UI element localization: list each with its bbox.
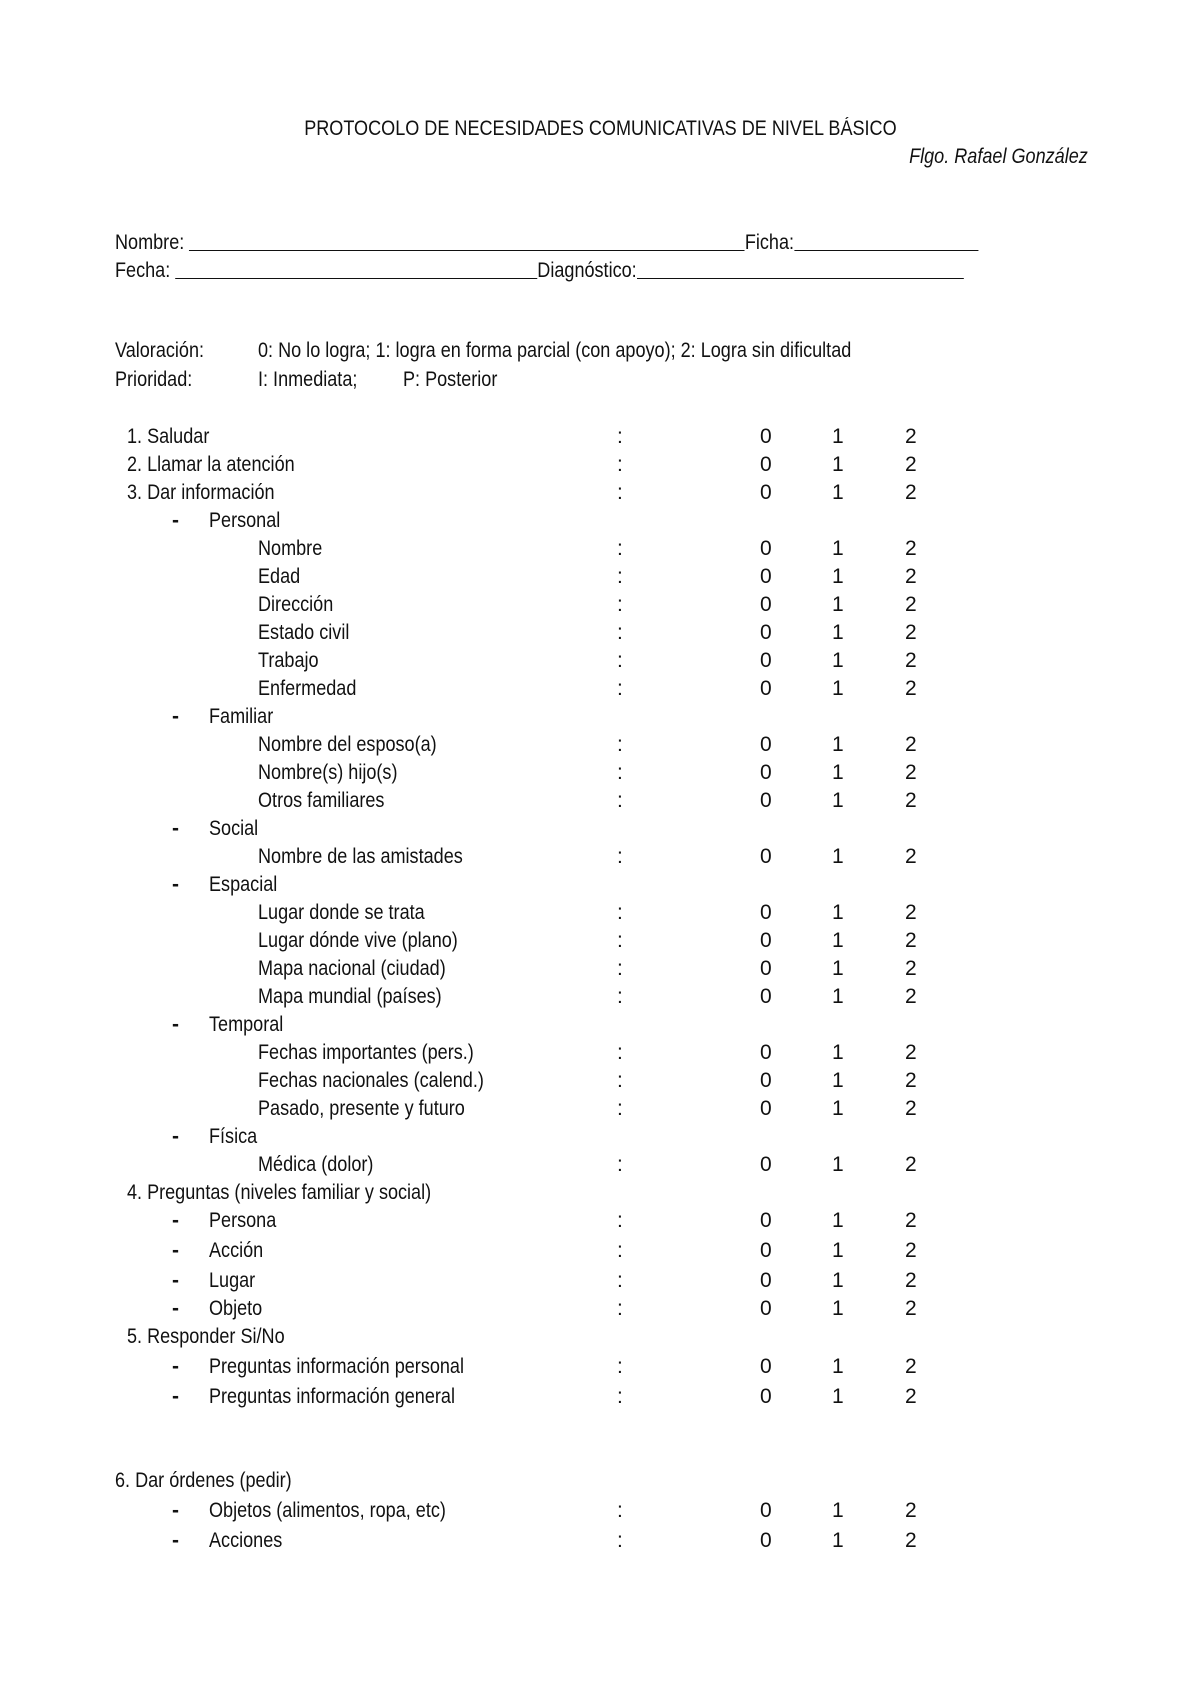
bullet-dash: -: [172, 705, 179, 728]
item-label: Edad: [258, 565, 301, 588]
item-label: Acciones: [209, 1529, 283, 1552]
nombre-field[interactable]: [189, 228, 745, 251]
score-option-0[interactable]: 0: [760, 425, 772, 448]
score-option-1[interactable]: 1: [832, 1269, 844, 1292]
scored-item-row: [0, 1499, 1200, 1527]
item-label: Personal: [209, 509, 281, 532]
scored-item-row: [0, 537, 1200, 565]
score-option-2[interactable]: 2: [905, 1297, 917, 1320]
item-label: Preguntas información general: [209, 1385, 455, 1408]
score-option-1[interactable]: 1: [832, 1385, 844, 1408]
score-option-0[interactable]: 0: [760, 537, 772, 560]
ficha-field[interactable]: [794, 228, 978, 251]
section-heading-row: [0, 1469, 1200, 1497]
score-option-0[interactable]: 0: [760, 1041, 772, 1064]
score-option-0[interactable]: 0: [760, 1499, 772, 1522]
ficha-label: Ficha:: [744, 231, 795, 254]
score-option-0[interactable]: 0: [760, 929, 772, 952]
scored-item-row: [0, 1097, 1200, 1125]
fecha-diagnostico-line: [115, 256, 1102, 284]
score-option-1[interactable]: 1: [832, 537, 844, 560]
score-option-0[interactable]: 0: [760, 957, 772, 980]
item-label: Lugar dónde vive (plano): [258, 929, 458, 952]
colon-separator: :: [617, 565, 623, 588]
scored-item-row: [0, 1385, 1200, 1413]
score-option-2[interactable]: 2: [905, 845, 917, 868]
score-option-1[interactable]: 1: [832, 1097, 844, 1120]
score-option-1[interactable]: 1: [832, 649, 844, 672]
scored-item-row: [0, 733, 1200, 761]
bullet-dash: -: [172, 1499, 179, 1522]
scored-item-row: [0, 481, 1200, 509]
scored-item-row: [0, 649, 1200, 677]
item-label: Mapa nacional (ciudad): [258, 957, 446, 980]
item-label: Lugar donde se trata: [258, 901, 425, 924]
item-label: Objetos (alimentos, ropa, etc): [209, 1499, 446, 1522]
colon-separator: :: [617, 1041, 623, 1064]
score-option-1[interactable]: 1: [832, 929, 844, 952]
score-option-0[interactable]: 0: [760, 1209, 772, 1232]
colon-separator: :: [617, 1069, 623, 1092]
score-option-1[interactable]: 1: [832, 901, 844, 924]
item-label: Objeto: [209, 1297, 263, 1320]
bullet-dash: -: [172, 1239, 179, 1262]
item-label: 3. Dar información: [127, 481, 275, 504]
item-label: 2. Llamar la atención: [127, 453, 295, 476]
bullet-dash: -: [172, 1297, 179, 1320]
item-label: Estado civil: [258, 621, 350, 644]
item-label: 6. Dar órdenes (pedir): [115, 1469, 292, 1492]
colon-separator: :: [617, 1297, 623, 1320]
scored-item-row: [0, 1529, 1200, 1557]
scored-item-row: [0, 425, 1200, 453]
score-option-1[interactable]: 1: [832, 1041, 844, 1064]
item-label: Física: [209, 1125, 258, 1148]
score-option-2[interactable]: 2: [905, 789, 917, 812]
item-label: Familiar: [209, 705, 274, 728]
score-option-1[interactable]: 1: [832, 1355, 844, 1378]
score-option-0[interactable]: 0: [760, 1529, 772, 1552]
bullet-dash: -: [172, 1209, 179, 1232]
document-author: Flgo. Rafael González: [909, 145, 1088, 168]
scored-item-row: [0, 1153, 1200, 1181]
fecha-field[interactable]: [175, 256, 537, 279]
score-option-2[interactable]: 2: [905, 1269, 917, 1292]
score-option-2[interactable]: 2: [905, 677, 917, 700]
scored-item-row: [0, 1269, 1200, 1297]
score-option-2[interactable]: 2: [905, 1355, 917, 1378]
scored-item-row: [0, 845, 1200, 873]
score-option-1[interactable]: 1: [832, 621, 844, 644]
scored-item-row: [0, 453, 1200, 481]
item-label: Médica (dolor): [258, 1153, 374, 1176]
item-label: Mapa mundial (países): [258, 985, 442, 1008]
scored-item-row: [0, 929, 1200, 957]
score-option-2[interactable]: 2: [905, 1239, 917, 1262]
score-option-2[interactable]: 2: [905, 1529, 917, 1552]
score-option-0[interactable]: 0: [760, 453, 772, 476]
item-label: Nombre de las amistades: [258, 845, 463, 868]
colon-separator: :: [617, 1355, 623, 1378]
item-label: Enfermedad: [258, 677, 357, 700]
score-option-0[interactable]: 0: [760, 565, 772, 588]
score-option-2[interactable]: 2: [905, 649, 917, 672]
fecha-label: Fecha:: [115, 259, 171, 282]
scored-item-row: [0, 621, 1200, 649]
item-label: Espacial: [209, 873, 278, 896]
score-option-2[interactable]: 2: [905, 537, 917, 560]
prioridad-inmediata: I: Inmediata;: [258, 368, 358, 391]
colon-separator: :: [617, 537, 623, 560]
score-option-2[interactable]: 2: [905, 565, 917, 588]
colon-separator: :: [617, 453, 623, 476]
diagnostico-field[interactable]: [637, 256, 964, 279]
nombre-label: Nombre:: [115, 231, 185, 254]
item-label: Acción: [209, 1239, 264, 1262]
bullet-dash: -: [172, 509, 179, 532]
colon-separator: :: [617, 1269, 623, 1292]
score-option-2[interactable]: 2: [905, 957, 917, 980]
score-option-0[interactable]: 0: [760, 789, 772, 812]
colon-separator: :: [617, 677, 623, 700]
scored-item-row: [0, 789, 1200, 817]
score-option-0[interactable]: 0: [760, 649, 772, 672]
item-label: Dirección: [258, 593, 334, 616]
colon-separator: :: [617, 761, 623, 784]
scored-item-row: [0, 901, 1200, 929]
score-option-1[interactable]: 1: [832, 677, 844, 700]
colon-separator: :: [617, 481, 623, 504]
score-option-1[interactable]: 1: [832, 593, 844, 616]
scored-item-row: [0, 565, 1200, 593]
scored-item-row: [0, 1239, 1200, 1267]
item-label: Nombre(s) hijo(s): [258, 761, 398, 784]
score-option-1[interactable]: 1: [832, 565, 844, 588]
scored-item-row: [0, 957, 1200, 985]
section-heading-row: [0, 1125, 1200, 1153]
score-option-1[interactable]: 1: [832, 1069, 844, 1092]
score-option-2[interactable]: 2: [905, 453, 917, 476]
scored-item-row: [0, 985, 1200, 1013]
score-option-2[interactable]: 2: [905, 621, 917, 644]
score-option-0[interactable]: 0: [760, 985, 772, 1008]
section-heading-row: [0, 873, 1200, 901]
score-option-1[interactable]: 1: [832, 425, 844, 448]
bullet-dash: -: [172, 817, 179, 840]
score-option-1[interactable]: 1: [832, 1239, 844, 1262]
colon-separator: :: [617, 985, 623, 1008]
bullet-dash: -: [172, 1269, 179, 1292]
colon-separator: :: [617, 425, 623, 448]
scored-item-row: [0, 593, 1200, 621]
score-option-1[interactable]: 1: [832, 1209, 844, 1232]
bullet-dash: -: [172, 873, 179, 896]
colon-separator: :: [617, 1239, 623, 1262]
score-option-1[interactable]: 1: [832, 985, 844, 1008]
score-option-2[interactable]: 2: [905, 1153, 917, 1176]
bullet-dash: -: [172, 1355, 179, 1378]
item-label: 1. Saludar: [127, 425, 210, 448]
item-label: Trabajo: [258, 649, 319, 672]
item-label: Preguntas información personal: [209, 1355, 465, 1378]
bullet-dash: -: [172, 1125, 179, 1148]
item-label: Persona: [209, 1209, 277, 1232]
valoracion-text: 0: No lo logra; 1: logra en forma parcial (con apoyo); 2: Logra sin dificultad: [258, 339, 852, 362]
score-option-2[interactable]: 2: [905, 733, 917, 756]
score-option-2[interactable]: 2: [905, 425, 917, 448]
section-heading-row: [0, 1325, 1200, 1353]
colon-separator: :: [617, 901, 623, 924]
item-label: 4. Preguntas (niveles familiar y social): [127, 1181, 432, 1204]
valoracion-label: Valoración:: [115, 339, 205, 362]
document-title: PROTOCOLO DE NECESIDADES COMUNICATIVAS DE NIVEL BÁSICO: [303, 117, 897, 140]
score-option-0[interactable]: 0: [760, 1153, 772, 1176]
prioridad-label: Prioridad:: [115, 368, 193, 391]
item-label: Nombre del esposo(a): [258, 733, 437, 756]
colon-separator: :: [617, 621, 623, 644]
section-heading-row: [0, 1181, 1200, 1209]
score-option-2[interactable]: 2: [905, 1385, 917, 1408]
score-option-2[interactable]: 2: [905, 1041, 917, 1064]
score-option-1[interactable]: 1: [832, 845, 844, 868]
score-option-1[interactable]: 1: [832, 1153, 844, 1176]
colon-separator: :: [617, 1499, 623, 1522]
scored-item-row: [0, 1069, 1200, 1097]
colon-separator: :: [617, 1209, 623, 1232]
colon-separator: :: [617, 845, 623, 868]
colon-separator: :: [617, 1385, 623, 1408]
score-option-2[interactable]: 2: [905, 985, 917, 1008]
score-option-2[interactable]: 2: [905, 1097, 917, 1120]
item-label: Otros familiares: [258, 789, 385, 812]
score-option-0[interactable]: 0: [760, 845, 772, 868]
bullet-dash: -: [172, 1529, 179, 1552]
scored-item-row: [0, 1297, 1200, 1325]
bullet-dash: -: [172, 1385, 179, 1408]
item-label: Lugar: [209, 1269, 256, 1292]
score-option-0[interactable]: 0: [760, 593, 772, 616]
score-option-1[interactable]: 1: [832, 1529, 844, 1552]
scored-item-row: [0, 1355, 1200, 1383]
score-option-2[interactable]: 2: [905, 929, 917, 952]
score-option-2[interactable]: 2: [905, 1499, 917, 1522]
item-label: Fechas importantes (pers.): [258, 1041, 474, 1064]
score-option-0[interactable]: 0: [760, 1239, 772, 1262]
item-label: Nombre: [258, 537, 323, 560]
colon-separator: :: [617, 1153, 623, 1176]
scored-item-row: [0, 1041, 1200, 1069]
colon-separator: :: [617, 649, 623, 672]
score-option-2[interactable]: 2: [905, 901, 917, 924]
section-heading-row: [0, 1013, 1200, 1041]
score-option-0[interactable]: 0: [760, 1297, 772, 1320]
score-option-0[interactable]: 0: [760, 1269, 772, 1292]
score-option-0[interactable]: 0: [760, 677, 772, 700]
score-option-1[interactable]: 1: [832, 1297, 844, 1320]
item-label: Social: [209, 817, 259, 840]
score-option-1[interactable]: 1: [832, 957, 844, 980]
colon-separator: :: [617, 733, 623, 756]
score-option-1[interactable]: 1: [832, 761, 844, 784]
score-option-0[interactable]: 0: [760, 901, 772, 924]
score-option-1[interactable]: 1: [832, 733, 844, 756]
item-label: Temporal: [209, 1013, 284, 1036]
score-option-0[interactable]: 0: [760, 761, 772, 784]
item-label: 5. Responder Si/No: [127, 1325, 285, 1348]
item-label: Pasado, presente y futuro: [258, 1097, 465, 1120]
score-option-1[interactable]: 1: [832, 481, 844, 504]
scored-item-row: [0, 761, 1200, 789]
score-option-0[interactable]: 0: [760, 1097, 772, 1120]
score-option-0[interactable]: 0: [760, 481, 772, 504]
section-heading-row: [0, 817, 1200, 845]
bullet-dash: -: [172, 1013, 179, 1036]
colon-separator: :: [617, 929, 623, 952]
score-option-2[interactable]: 2: [905, 481, 917, 504]
colon-separator: :: [617, 593, 623, 616]
score-option-1[interactable]: 1: [832, 789, 844, 812]
score-option-0[interactable]: 0: [760, 1385, 772, 1408]
score-option-2[interactable]: 2: [905, 761, 917, 784]
score-option-1[interactable]: 1: [832, 1499, 844, 1522]
section-heading-row: [0, 705, 1200, 733]
scored-item-row: [0, 677, 1200, 705]
colon-separator: :: [617, 1097, 623, 1120]
colon-separator: :: [617, 789, 623, 812]
score-option-0[interactable]: 0: [760, 1355, 772, 1378]
colon-separator: :: [617, 1529, 623, 1552]
score-option-2[interactable]: 2: [905, 593, 917, 616]
prioridad-posterior: P: Posterior: [403, 368, 498, 391]
nombre-ficha-line: [115, 228, 1119, 256]
section-heading-row: [0, 509, 1200, 537]
score-option-2[interactable]: 2: [905, 1069, 917, 1092]
scored-item-row: [0, 1209, 1200, 1237]
score-option-1[interactable]: 1: [832, 453, 844, 476]
score-option-0[interactable]: 0: [760, 621, 772, 644]
item-label: Fechas nacionales (calend.): [258, 1069, 484, 1092]
diagnostico-label: Diagnóstico:: [537, 259, 637, 282]
colon-separator: :: [617, 957, 623, 980]
score-option-0[interactable]: 0: [760, 1069, 772, 1092]
score-option-0[interactable]: 0: [760, 733, 772, 756]
score-option-2[interactable]: 2: [905, 1209, 917, 1232]
